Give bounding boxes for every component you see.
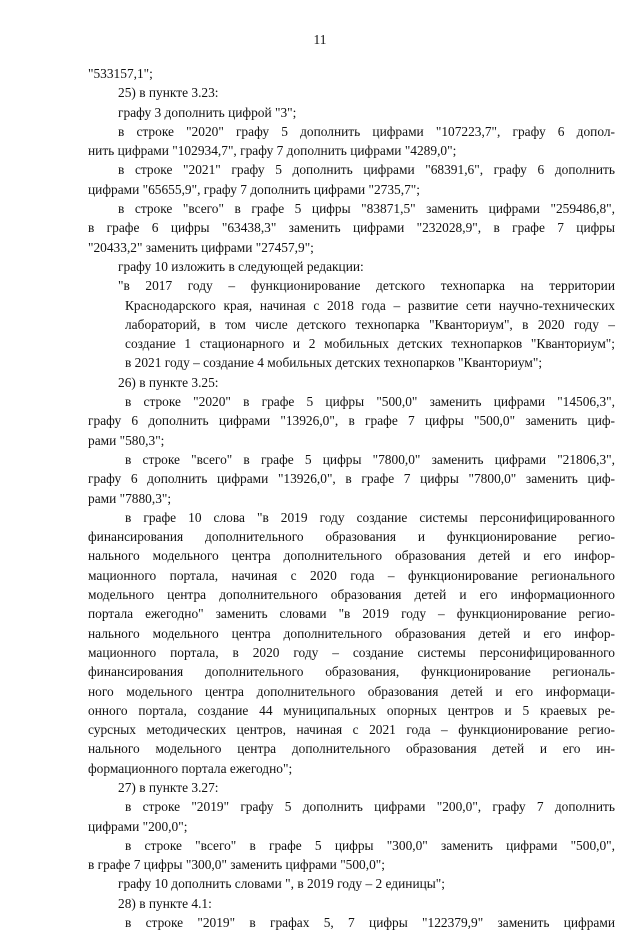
text-line: графу 10 изложить в следующей редакции:	[118, 258, 364, 274]
text-line: 25) в пункте 3.23:	[118, 85, 219, 101]
text-line: цифрами "65655,9", графу 7 дополнить цифрами "2735,7";	[88, 181, 420, 197]
text-line: в графе 10 слова "в 2019 году создание системы персонифицированного	[125, 509, 615, 525]
text-line: онного портала, создание 44 муниципальных опорных центров и 5 краевых ре-	[88, 702, 615, 718]
text-line: "533157,1";	[88, 66, 153, 81]
text-line: в 2021 году – создание 4 мобильных детских технопарков "Кванториум";	[125, 355, 543, 371]
text-line: рами "580,3";	[88, 432, 165, 448]
text-line: в графе 7 цифры "300,0" заменить цифрами "500,0";	[88, 857, 385, 873]
text-line: мационного портала, в 2020 году – создание системы персонифицированного	[88, 644, 615, 660]
text-line: портала ежегодно" заменить словами "в 2019 году – функционирование регио-	[88, 606, 615, 622]
text-line: в строке "всего" в графе 5 цифры "300,0" заменить цифрами "500,0",	[125, 837, 615, 853]
text-line: графу 3 дополнить цифрой "3";	[118, 104, 297, 120]
document-body	[88, 64, 615, 932]
text-line: ного модельного центра дополнительного образования детей и его информаци-	[88, 683, 615, 699]
text-line: формационного портала ежегодно";	[88, 760, 293, 776]
text-line: финансирования дополнительного образования, функционирование региональ-	[88, 664, 615, 680]
text-line: "в 2017 году – функционирование детского технопарка на территории	[118, 278, 615, 294]
text-line: создание 1 стационарного и 2 мобильных детских технопарков "Кванториум";	[125, 336, 615, 352]
page-number: 11	[313, 32, 327, 47]
text-line: графу 10 дополнить словами ", в 2019 году – 2 единицы";	[118, 876, 445, 892]
text-line: в строке "2020" в графе 5 цифры "500,0" заменить цифрами "14506,3",	[125, 394, 615, 410]
text-line: 28) в пункте 4.1:	[118, 895, 212, 911]
text-line: в графе 6 цифры "63438,3" заменить цифрами "232028,9", в графе 7 цифры	[88, 220, 615, 236]
text-line: в строке "2021" графу 5 дополнить цифрами "68391,6", графу 6 дополнить	[118, 162, 615, 178]
text-line: нального модельного центра дополнительного образования детей и его инфор-	[88, 625, 615, 641]
text-line: финансирования дополнительного образования и функционирование регио-	[88, 529, 615, 545]
text-line: графу 6 дополнить цифрами "13926,0", в графе 7 цифры "7800,0" заменить циф-	[88, 471, 615, 487]
text-line: в строке "2019" в графах 5, 7 цифры "122379,9" заменить цифрами	[125, 915, 615, 931]
text-line: в строке "всего" в графе 5 цифры "7800,0" заменить цифрами "21806,3",	[125, 451, 615, 467]
text-line: 27) в пункте 3.27:	[118, 779, 219, 795]
text-line: 26) в пункте 3.25:	[118, 374, 219, 390]
text-line: в строке "2019" графу 5 дополнить цифрами "200,0", графу 7 дополнить	[125, 799, 615, 815]
text-line: нального модельного центра дополнительного образования детей и его инфор-	[88, 548, 615, 564]
text-line: "20433,2" заменить цифрами "27457,9";	[88, 239, 314, 255]
text-line: рами "7880,3";	[88, 490, 172, 506]
text-line: графу 6 дополнить цифрами "13926,0", в графе 7 цифры "500,0" заменить циф-	[88, 413, 615, 429]
text-line: нального модельного центра дополнительного образования детей и его ин-	[88, 741, 615, 757]
text-line: сурсных методических центров, начиная с 2021 года – функционирование регио-	[88, 722, 615, 738]
text-line: модельного центра дополнительного образования детей и его информационного	[88, 587, 615, 603]
text-line: в строке "всего" в графе 5 цифры "83871,5" заменить цифрами "259486,8",	[118, 201, 615, 217]
text-line: лабораторий, в том числе детского технопарка "Кванториум", в 2020 году –	[125, 316, 615, 332]
text-line: Краснодарского края, начиная с 2018 года – развитие сети научно-технических	[125, 297, 615, 313]
text-line: цифрами "200,0";	[88, 818, 188, 834]
text-line: в строке "2020" графу 5 дополнить цифрами "107223,7", графу 6 допол-	[118, 123, 615, 139]
text-line: мационного портала, начиная с 2020 года – функционирование регионального	[88, 567, 615, 583]
text-line: нить цифрами "102934,7", графу 7 дополнить цифрами "4289,0";	[88, 143, 457, 159]
